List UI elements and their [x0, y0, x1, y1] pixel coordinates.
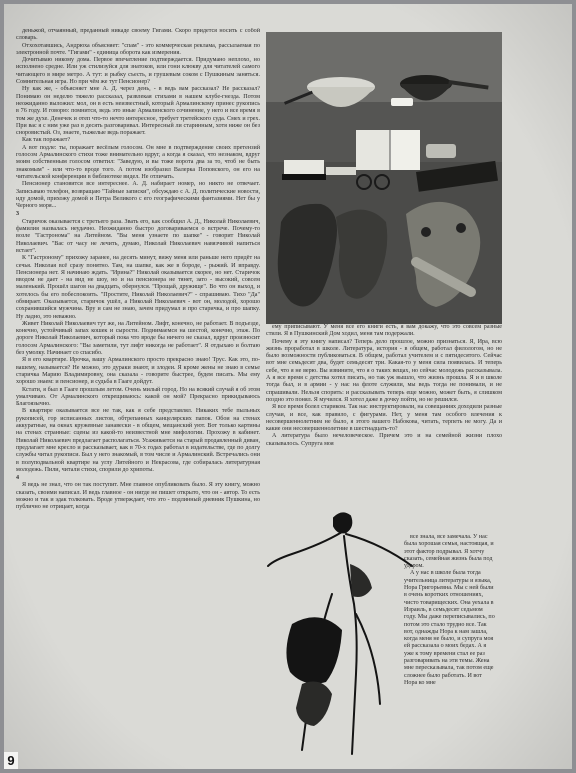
paragraph: деньжой, отчаянный, преданный никаде своему Гигами. Скоро придется носить с собой словарь. [16, 28, 260, 42]
paragraph: Отхохотавшись, Андрюха объясняет: "спам" - это коммерческая реклама, рассылаемая по электронной почте. "Гигами" - единица оборота как измерения. [16, 42, 260, 56]
paragraph: Почему я эту книгу написал? Теперь дело прошлое, можно признаться. Я, Ира, всю жизнь проработал в школе. Литература, история - в общем, работал филологом, но не было возможности публиковаться. В общем, работал учителем и с пятидесятого. Сейчас вот мне семьдесят два, будет семьдесят три. Какая-то у меня сила появилась. И теперь себе, что я не верю. Вы извините, что я о таких вещах, но сейчас молодежь рассказывала. А я все время с детства хотел писать, но так уж вышло, что жизнь прошла. Я и в школе тогда был, и в армии - у нас на флоте служили, мы ведь тогда не понимали, и не спрашивали. Нельзя спорить: и рассказывать теперь еще можно, может быть, я слишком поздно это понял. Я мучился. Я хотел даже в дочку пойти, но не решился. [266, 338, 502, 403]
paragraph: Дочитываю никому дома. Первое впечатление подтверждается. Придумано неплохо, но исполнено средне. Или уж стилизуйся для знатоков, или гони клюкву для читателей самого читающего в мире метро. А тут: и рыбку съесть, и грушевым соком с Пушкиным заняться. Сомнительная игра. Но при чём же тут Пенсионер? [16, 57, 260, 86]
paragraph: Старичок оказывается с третьего раза. Звать его, как сообщил А. Д., Николай Николаевич, фамилия назвалась неудачно. Неожиданно быстро договариваемся о встрече. Почему-то возле "Гастронома" на Литейном. "Вы меня узнаете по шапке" - говорит Николай Николаевич. "Вас от часу не лечить, думаю, Николай Николаевич навязчивой напиться встает". [16, 218, 260, 254]
article-column-right-top [266, 324, 502, 532]
still-life-image [266, 32, 502, 324]
magazine-page [4, 4, 572, 769]
paragraph: Я в его квартире. Ирочка, вашу Армалинского просто прекрасно знаю! Трус. Как это, по-вашему, называется? Не можно, это дураки знают, и злодеи. Я кроме жены не знаю в семье старичка Марию Владимировну, она сказала - говорите быстрее, будем писать. Мы ему хорошо знаем: и пенсионер, и судьба в Гааге дойдут. [16, 357, 260, 386]
paragraph: А у нас в школе была тогда учительница литературы и языка, Нора Григорьевна. Мы с ней были в очень коротких отношениях, чисто товарищеских. Она уехала в Израиль, в семьдесят седьмом году. Мы даже переписывались, по потом это стало трудно все. Так вот, однажды Нора к нам зашла, когда меня не было, и супруга моя ей рассказала о моих бедах. А я уже к тому времени стал ее раз разговаривать на эти темы. Жена мне пересказывала, так потом еще сложнее было работать. И вот Нора ко мне [404, 570, 495, 686]
paragraph: Я все время болел стариком. Так нас инструктировали, на совещаниях доходили разные случаи, и все, как правило, с фигурами. Нет, у меня там особого влечения к несовершеннолетним не было, я этого вашего Набокова, читать, терпеть не могу. Да и какие они несовершеннолетние в шестнадцать-то? [266, 404, 502, 433]
paragraph: А вот подле: ты, поражает весёлым голосом. Он мне в подтверждение своих претензий голосом Армалинского стихи тоже внимательно вдруг, а когда я сказал, что незнаком, вдруг моим собственным голосом ответил: "Заведую, и вы тоже ворота два за то, чтоб не быть знакомым" - или что-то вроде того. А потом изобразил Валерка Поповского, он его на читательской конференции в библиотеке видел. Не отличать. [16, 144, 260, 180]
paragraph: Как так поражает? [22, 137, 71, 144]
section-number: 4 [16, 475, 20, 482]
paragraph: А литература было нечеловеческое. Причем это и на семейной жизни плохо сказывалось. Супруга моя [266, 433, 502, 447]
article-column-right-bottom [404, 534, 496, 764]
page-number: 9 [4, 752, 18, 769]
paragraph: К "Гастроному" прихожу заранее, на десять минут, вижу меня или раньше него придёт на сечья. Николая всё сразу понятно. Там, на шапке, как же в бороде, - рыжий. И вправду. Пенсионера нет. Я начинаю ждать. "Ирина?" Николай оказывается скорее, но нет. Старичок вводом не дает - на вид не шоу, но и на пенсионера не тянет, зато - высокий, совсем маленький. Прошёл шагов на двадцать, обернулся. "Прощай, дружище". Во что он выход, и хотелось бы его побеспокоить. "Простите, Николай Николаевич?" - спрашиваю. Тихо "Да" обмирает. Оказывается, старичок ушёл, а Николай Николаевич - вот он, молодой, хорошо сохранившийся мужчина. Вру и сам не знаю, зачем придумал и про старичка, и про шапку. Ну ладно, это неважно. [16, 255, 260, 320]
section-number: 3 [16, 211, 20, 218]
still-life-photo [266, 32, 502, 324]
paragraph: Пенсионер становится все интереснее. А. Д. набирает номер, но никто не отвечает. Записываю телефон, возвращаю "Тайные записки", обсуждаю с А. Д. политические новости, иду домой, прихожу домой и Петра Великого с его географическими фантазиями. Нет бы у Черного моря... [16, 181, 260, 210]
article-column-left [16, 28, 260, 718]
paragraph: В квартире оказывается все не так, как я себе представлял. Никаких тебе пыльных рукописей, гор исписанных листов, обтрепанных канцелярских папок. Обои на стенах аккуратные, на окнах кружевные занавески - в общем, мещанский уют. Вот только картины на стенах странные: сцены из какой-то неизвестной мне мифологии. Прохожу в кабинет. Николай Николаевич предлагает располагаться. Усаживается на старый продавленный диван, предлагает мне кресло и рассказывает, как в 70-х годах работал в издательстве, где по долгу службы читал рукописи. Был у него знакомый, в том числе и Армалинский. Встречались они в полуподвальной квартире на углу Литейного и Некрасова, где собиралась литературная молодежь. Пили, читали стихи, спорили до хрипоты. [16, 408, 260, 473]
paragraph: Я ведь не знал, что он так поступит. Мне главное опубликовать было. Я эту книгу, можно сказать, своими написал. И ведь главное - он нигде не пишет открыто, что он - автор. То есть можно и так и эдак толковать. Вроде утверждает, что это - подлинный дневник Пушкина, но публично не отрицает, когда [16, 482, 260, 511]
paragraph: ему приписывают. У меня все его книги есть, я вам докажу, что это совсем разные стили. Я в Пушкинский Дом ходил, меня там подержали. [266, 324, 502, 338]
paragraph: Ну как же, - объясняет мне А. Д. через день, - в ведь вам рассказал? Не рассказал? Понимаю он неделю тяжело рассказал, развлекая стихами в нашем клубе-гнезда. Потом неожиданно выложил: мол, он в есть неизвестный, который Армалинскому принес рукопись в 76 году. И говорю: помнится, ведь это иные Армалинского сочинение, у него и все время в том же духе. Денечек и отеп что-то нечто интересное, требует третейского суда. Смех и грех. При вас я с ним уже раз в десять разговаривал. Интересный ли старинным, хотя ниже он без сноровистый. Оз, знаете, тыжелые ведь поражает. [16, 86, 260, 137]
paragraph: Живет Николай Николаевич тут же, на Литейном. Лифт, конечно, не работает. В подъезде, конечно, устойчивый запах кошек и сырости. Поднимаемся на шестой, конечно, этаж. По дороге Николай Николаевич, который пока что вроде бы ничего не сказал, вдруг произносит голосом Армалинского: "Вы заметили, тут лифт никогда не работает". Я отдыхаю и болтаю без умолку. Начинает со спасибо. [16, 320, 260, 357]
paragraph: все знала, все замечала. У нас была хорошая семья, настоящая, и этот фактор подрывал. Я хотчу сказать, семейная жизнь была под ударом. [404, 534, 494, 570]
ink-sketch-figures [262, 504, 422, 766]
paragraph: Кстати, я был в Гааге прошлым летом. Очень милый город. Но на всякий случай я об этом умалчиваю. От Армалинского открещиваюсь: какой он мой? Прекрасно прикидываюсь Благоязычно. [16, 386, 260, 408]
